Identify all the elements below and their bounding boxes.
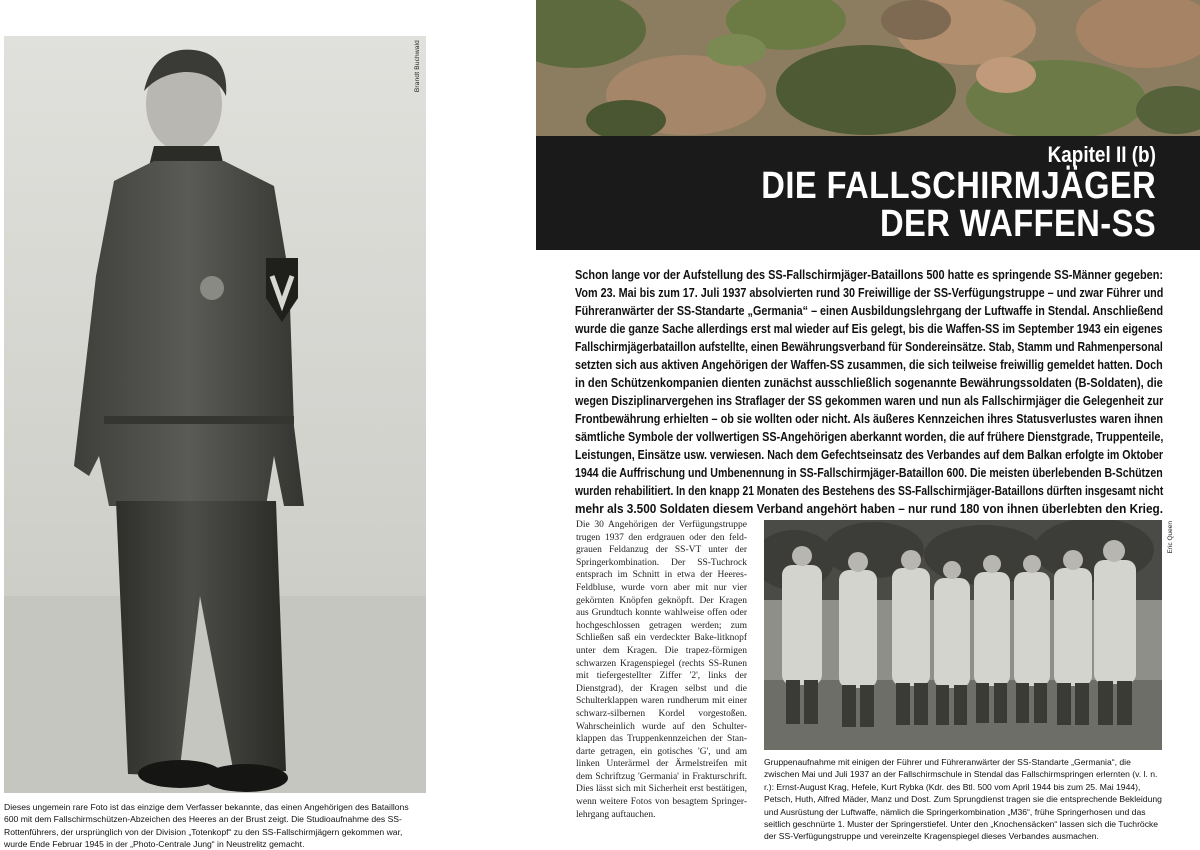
uniform-description-column: Die 30 Angehörigen der Verfügungstruppe trugen 1937 den erdgrauen oder den feld-grauen Feldanzug der SS-VT unter der Springerkombination. Der SS-Tuchrock entsprach im Schnitt in etwa der Heeres-Feldbluse, wurde vorn aber mit nur vier gekörnten Knöpfen geknöpft. Der Kragen aus Grundtuch konnte wahlweise offen oder hochgeschlossen getragen werden; zum Schließen saß ein verdeckter Bake-litknopf unter dem Kragen. Die trapez-förmigen schwarzen Kragenspiegel (rechts SS-Runen mit tiefergestellter Ziffer '2', links der Dienstgrad), der Kragen selbst und die Schulterklappen waren rundherum mit einer schwarz-silbernen Kordel vorgestoßen. Wahrscheinlich wurde auf den Schulter-klappen das Truppenkennzeichen der Stan-darte getragen, ein gotisches 'G', und am linken Unterärmel der Ärmelstreifen mit dem Schriftzug 'Germania' in Frakturschrift. Dies lässt sich mit Sicherheit erst bestätigen, wenn weitere Fotos von besagtem Springer-lehrgang auftauchen. xyxy=(576,520,747,820)
intro-line: wegen Disziplinarvergehen ins Straflager der SS gekommen waren und nun als Fallschirmjäger die Gelegenheit zur xyxy=(575,393,1164,408)
intro-line: Führeranwärter der SS-Standarte „Germania“ – einen Ausbildungslehrgang der Luftwaffe in Stendal. Anschließend xyxy=(575,303,1164,318)
intro-line: setzten sich aus aktiven Angehörigen der Waffen-SS zusammen, die sich teilweise freiwillig gemeldet hatten. Doch xyxy=(575,357,1163,372)
camouflage-pattern-image xyxy=(536,0,1200,136)
intro-line: wurde die ganze Sache allerdings erst mal wieder auf Eis gelegt, bis die Waffen-SS im September 1943 ein eigenes xyxy=(575,321,1163,336)
intro-line: in den Schützenkompanien dienten zunächst ausschließlich sogenannte Bewährungssoldaten (B-Soldaten), die xyxy=(575,375,1163,390)
chapter-title-line-1: DIE FALLSCHIRMJÄGER xyxy=(761,165,1156,207)
soldier-portrait-illustration xyxy=(4,36,426,793)
intro-line: mehr als 3.500 Soldaten diesem Verband angehört haben – nur rund 180 von ihnen überlebten den Krieg. xyxy=(575,501,1163,516)
intro-line: wurden rehabilitiert. In den knapp 21 Monaten des Bestehens des SS-Fallschirmjäger-Bataillons dürften insgesamt nicht xyxy=(575,483,1164,498)
left-photo-caption: Dieses ungemein rare Foto ist das einzige dem Verfasser bekannte, das einen Angehörigen des Bataillons 600 mit dem Fallschirmschützen-Abzeichen des Heeres an der Brust zeigt. Die Studioaufnahme des SS-Rottenführers, der ursprünglich von der Division „Totenkopf“ zu den SS-Fallschirmjägern gekommen war, wurde Ende Februar 1945 in der „Photo-Centrale Jung“ in Neustrelitz gemacht. xyxy=(4,802,409,849)
left-photo-credit: Brandt Buchwald xyxy=(414,40,421,93)
chapter-label: Kapitel II (b) xyxy=(1047,142,1156,167)
intro-paragraph xyxy=(575,266,1163,518)
soldier-portrait-photo xyxy=(4,36,426,793)
intro-line: Fallschirmjägerbataillon aufstellte, einen Bewährungsverband für Sondereinsätze. Stab, Stamm und Rahmenpersonal xyxy=(575,339,1163,354)
intro-line: sämtliche Symbole der vollwertigen SS-Angehörigen aberkannt worden, die auf frühere Dienstgrade, Truppenteile, xyxy=(575,429,1164,444)
group-photo-illustration xyxy=(764,520,1162,750)
group-photo-credit: Eric Queen xyxy=(1167,521,1174,554)
chapter-title-line-2: DER WAFFEN-SS xyxy=(879,203,1156,245)
group-photo-caption: Gruppenaufnahme mit einigen der Führer und Führeranwärter der SS-Standarte „Germania“, die zwischen Mai und Juli 1937 an der Fallschirmschule in Stendal das Fallschirmspringen erlernten (v. l. n. r.): Ernst-August Krag, Hefele, Kurt Rybka (Kdr. des Btl. 500 vom April 1944 bis zum 25. Mai 1944), Petsch, Huth, Alfred Mäder, Manz und Dost. Zum Sprungdienst tragen sie die entsprechende Bekleidung und Ausrüstung der Luftwaffe, nämlich die Springerkombination „M36“, frühe Springerhosen und das seitlich geschnürte 1. Muster der Springerstiefel. Unter den „Knochensäcken“ lassen sich die Tuchröcke der SS-Verfügungstruppe und vereinzelte Kragenspiegel dieses Verbandes ausmachen. xyxy=(764,757,1162,842)
group-photo xyxy=(764,520,1162,750)
intro-line: Schon lange vor der Aufstellung des SS-Fallschirmjäger-Bataillons 500 hatte es springende SS-Männer gegeben: xyxy=(575,267,1164,282)
intro-line: Leistungen, Einsätze usw. verwiesen. Nach dem Gefechtseinsatz des Verbandes auf dem Balkan erfolgte im Oktober xyxy=(575,447,1164,462)
intro-line: 1944 die Auffrischung und Umbenennung in SS-Fallschirmjäger-Bataillon 600. Die meisten überlebenden B-Schützen xyxy=(575,465,1163,480)
camouflage-banner xyxy=(536,0,1200,136)
intro-line: Vom 23. Mai bis zum 17. Juli 1937 absolvierten rund 30 Freiwillige der SS-Verfügungstruppe – und zwar Führer und xyxy=(575,285,1164,300)
intro-line: Frontbewährung erhielten – ob sie wollten oder nicht. Als äußeres Kennzeichen ihres Statusverlustes waren ihnen xyxy=(575,411,1164,426)
